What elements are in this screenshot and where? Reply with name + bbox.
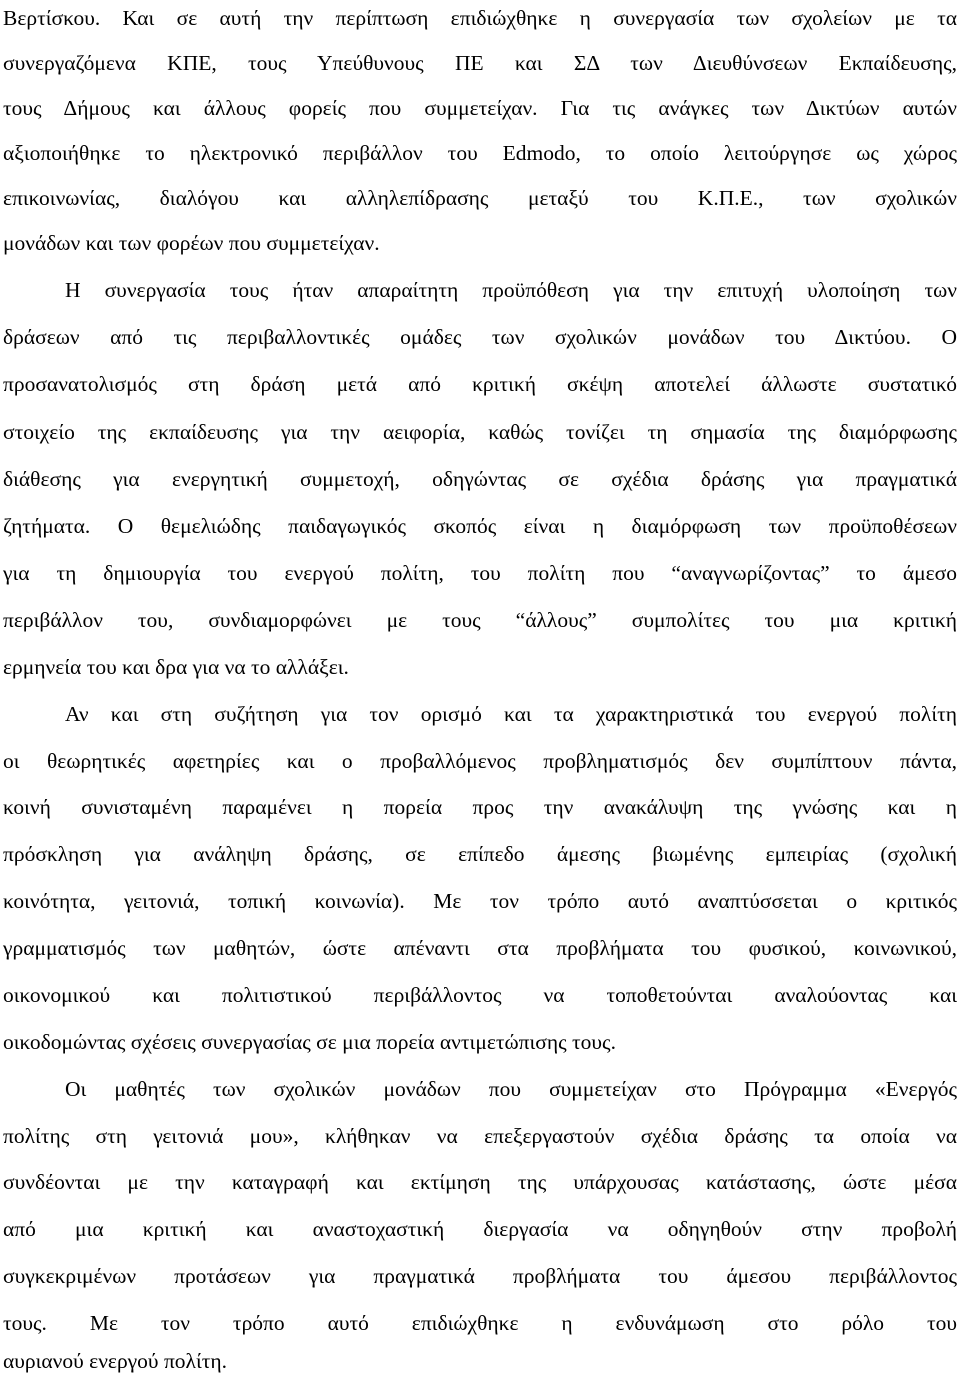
text-line: τους. Με τον τρόπο αυτό επιδιώχθηκε η ενδυνάμωση στο ρόλο του bbox=[3, 1311, 957, 1335]
text-line: δράσεων από τις περιβαλλοντικές ομάδες των σχολικών μονάδων του Δικτύου. Ο bbox=[3, 325, 957, 349]
text-line: συγκεκριμένων προτάσεων για πραγματικά προβλήματα του άμεσου περιβάλλοντος bbox=[3, 1264, 957, 1288]
text-line: οι θεωρητικές αφετηρίες και ο προβαλλόμενος προβληματισμός δεν συμπίπτουν πάντα, bbox=[3, 749, 957, 773]
text-line: ζητήματα. Ο θεμελιώδης παιδαγωγικός σκοπός είναι η διαμόρφωση των προϋποθέσεων bbox=[3, 514, 957, 538]
text-line: από μια κριτική και αναστοχαστική διεργασία να οδηγηθούν στην προβολή bbox=[3, 1217, 957, 1241]
text-line: τους Δήμους και άλλους φορείς που συμμετείχαν. Για τις ανάγκες των Δικτύων αυτών bbox=[3, 96, 957, 120]
text-line: Αν και στη συζήτηση για τον ορισμό και τα χαρακτηριστικά του ενεργού πολίτη bbox=[65, 702, 957, 726]
text-line: αξιοποιήθηκε το ηλεκτρονικό περιβάλλον του Edmodo, το οποίο λειτούργησε ως χώρος bbox=[3, 141, 957, 165]
text-line: μονάδων και των φορέων που συμμετείχαν. bbox=[3, 231, 380, 255]
text-line: συνδέονται με την καταγραφή και εκτίμηση της υπάρχουσας κατάστασης, ώστε μέσα bbox=[3, 1170, 957, 1194]
text-line: πρόσκληση για ανάληψη δράσης, σε επίπεδο άμεσης βιωμένης εμπειρίας (σχολική bbox=[3, 842, 957, 866]
text-line: για τη δημιουργία του ενεργού πολίτη, του πολίτη που “αναγνωρίζοντας” το άμεσο bbox=[3, 561, 957, 585]
text-line: συνεργαζόμενα ΚΠΕ, τους Υπεύθυνους ΠΕ και ΣΔ των Διευθύνσεων Εκπαίδευσης, bbox=[3, 51, 957, 75]
text-line: οικοδομώντας σχέσεις συνεργασίας σε μια πορεία αντιμετώπισης τους. bbox=[3, 1030, 616, 1054]
text-line: κοινή συνισταμένη παραμένει η πορεία προς την ανακάλυψη της γνώσης και η bbox=[3, 795, 957, 819]
text-line: στοιχείο της εκπαίδευσης για την αειφορία, καθώς τονίζει τη σημασία της διαμόρφωσης bbox=[3, 420, 957, 444]
text-line: Η συνεργασία τους ήταν απαραίτητη προϋπόθεση για την επιτυχή υλοποίηση των bbox=[65, 278, 957, 302]
text-line: προσανατολισμός στη δράση μετά από κριτική σκέψη αποτελεί άλλωστε συστατικό bbox=[3, 372, 957, 396]
text-line: ερμηνεία του και δρα για να το αλλάξει. bbox=[3, 655, 349, 679]
text-line: Βερτίσκου. Και σε αυτή την περίπτωση επιδιώχθηκε η συνεργασία των σχολείων με τα bbox=[3, 6, 957, 30]
text-line: περιβάλλον του, συνδιαμορφώνει με τους “άλλους” συμπολίτες του μια κριτική bbox=[3, 608, 957, 632]
text-line: γραμματισμός των μαθητών, ώστε απέναντι στα προβλήματα του φυσικού, κοινωνικού, bbox=[3, 936, 957, 960]
text-line: κοινότητα, γειτονιά, τοπική κοινωνία). Με τον τρόπο αυτό αναπτύσσεται ο κριτικός bbox=[3, 889, 957, 913]
text-line: επικοινωνίας, διαλόγου και αλληλεπίδρασης μεταξύ του Κ.Π.Ε., των σχολικών bbox=[3, 186, 957, 210]
text-line: οικονομικού και πολιτιστικού περιβάλλοντος να τοποθετούνται αναλούοντας και bbox=[3, 983, 957, 1007]
text-line: Οι μαθητές των σχολικών μονάδων που συμμετείχαν στο Πρόγραμμα «Ενεργός bbox=[65, 1077, 957, 1101]
text-line: αυριανού ενεργού πολίτη. bbox=[3, 1349, 228, 1373]
text-line: διάθεσης για ενεργητική συμμετοχή, οδηγώντας σε σχέδια δράσης για πραγματικά bbox=[3, 467, 957, 491]
text-line: πολίτης στη γειτονιά μου», κλήθηκαν να επεξεργαστούν σχέδια δράσης τα οποία να bbox=[3, 1124, 957, 1148]
